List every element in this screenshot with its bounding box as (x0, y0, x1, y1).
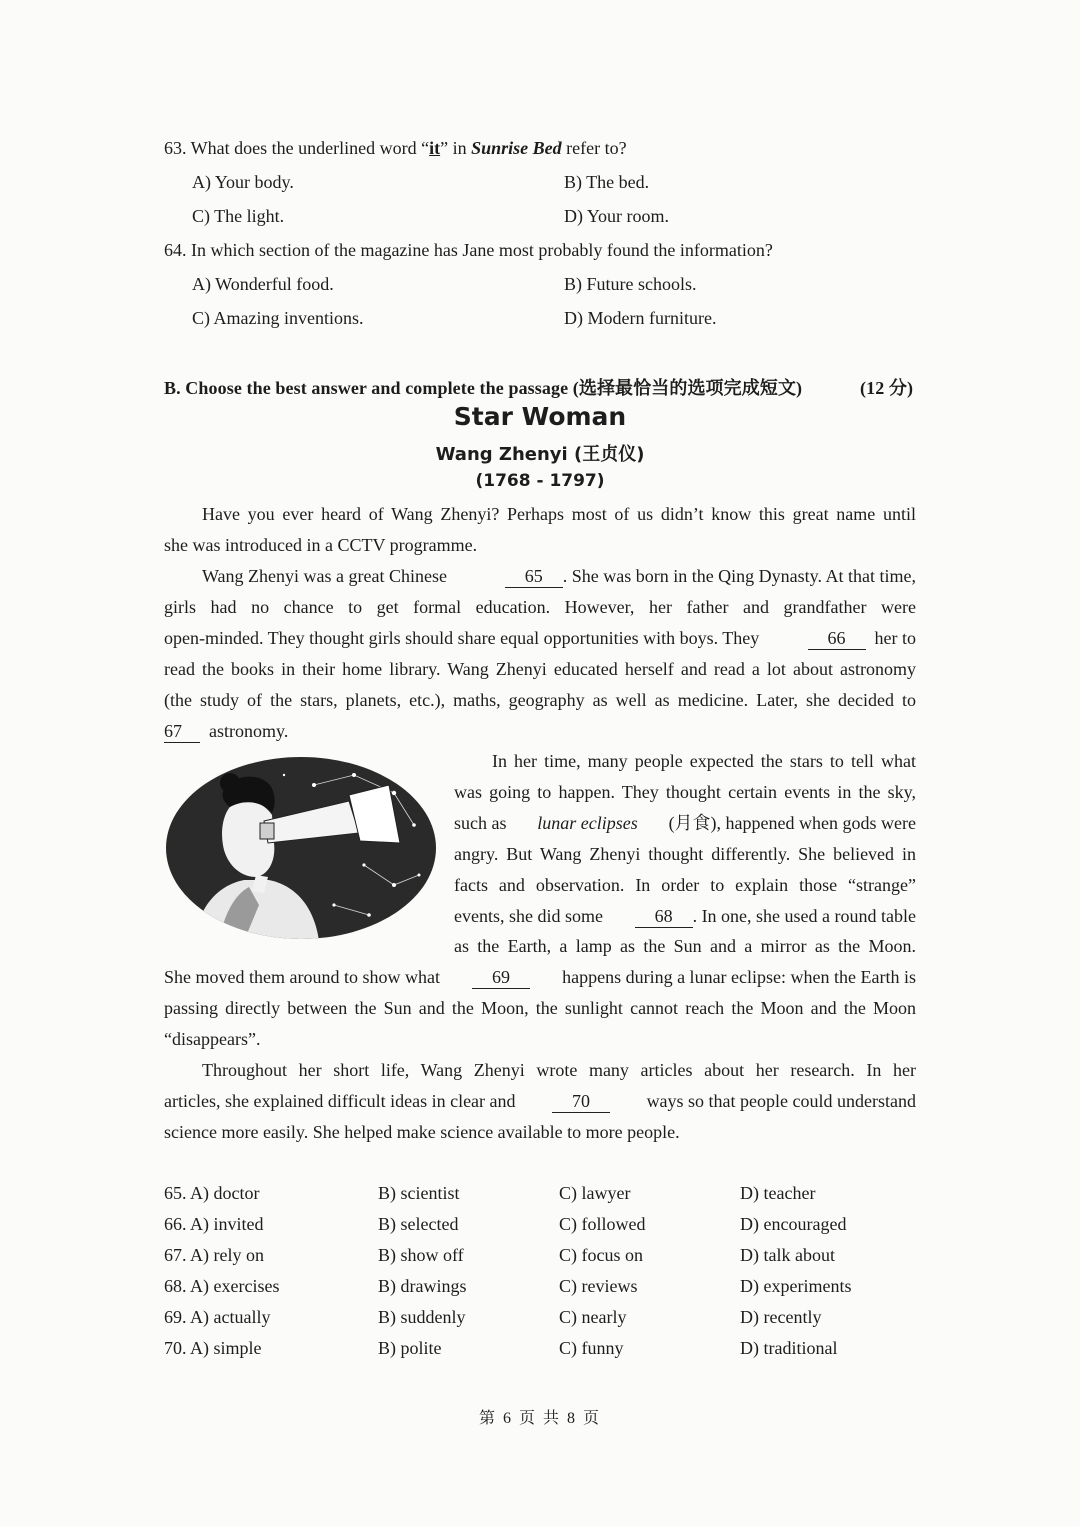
choice-66-c[interactable]: C) followed (559, 1214, 646, 1234)
passage-line (454, 812, 916, 834)
blank-68[interactable]: 68 (635, 905, 693, 928)
choice-65-b[interactable]: B) scientist (378, 1183, 460, 1203)
q63-option-d: D) Your room. (564, 206, 670, 226)
choice-70-b[interactable]: B) polite (378, 1338, 442, 1358)
q64-option-c: C) Amazing inventions. (192, 308, 364, 328)
choice-69-b[interactable]: B) suddenly (378, 1307, 466, 1327)
choice-65-a[interactable]: 65. A) doctor (164, 1183, 260, 1203)
q63-stem-mid: ” in (440, 138, 472, 158)
passage-line: as the Earth, a lamp as the Sun and a mirror as the Moon. (454, 936, 916, 956)
q63-option-b: B) The bed. (564, 172, 650, 192)
choice-65-d[interactable]: D) teacher (740, 1183, 816, 1203)
passage-subtitle: Wang Zhenyi (王贞仪) (435, 444, 645, 465)
passage-years: (1768 - 1797) (475, 471, 605, 491)
choice-69-a[interactable]: 69. A) actually (164, 1307, 271, 1327)
section-b-heading (164, 374, 914, 400)
page-number-footer: 第 6 页 共 8 页 (478, 1410, 601, 1427)
passage-text: happens during a lunar eclipse: when the Earth is (562, 967, 916, 987)
passage-line: Have you ever heard of Wang Zhenyi? Perhaps most of us didn’t know this great name until (202, 504, 916, 524)
passage-text: such as (454, 813, 507, 833)
passage-text (635, 905, 916, 928)
passage-text: her to (874, 628, 916, 648)
choice-67-b[interactable]: B) show off (378, 1245, 464, 1265)
passage-text: events, she did some (454, 906, 603, 926)
choice-68-c[interactable]: C) reviews (559, 1276, 638, 1296)
question-64-stem: 64. In which section of the magazine has Jane most probably found the information? (164, 240, 773, 260)
choice-68-d[interactable]: D) experiments (740, 1276, 852, 1296)
choice-67-c[interactable]: C) focus on (559, 1245, 643, 1265)
choice-68-a[interactable]: 68. A) exercises (164, 1276, 280, 1296)
passage-line: science more easily. She helped make science available to more people. (164, 1122, 680, 1142)
passage-text: open-minded. They thought girls should share equal opportunities with boys. They (164, 628, 760, 648)
blank-65[interactable]: 65 (505, 565, 563, 588)
section-b-heading-text: B. Choose the best answer and complete the passage (选择最恰当的选项完成短文) (164, 378, 803, 398)
passage-text (505, 565, 916, 588)
q64-option-a: A) Wonderful food. (192, 274, 334, 294)
blank-67[interactable]: 67 (164, 720, 200, 743)
choice-67-a[interactable]: 67. A) rely on (164, 1245, 264, 1265)
choice-69-c[interactable]: C) nearly (559, 1307, 627, 1327)
passage-line: In her time, many people expected the stars to tell what (492, 751, 916, 771)
passage-line: “disappears”. (164, 1029, 261, 1049)
astronomer-illustration (164, 755, 438, 941)
passage-line: read the books in their home library. Wang Zhenyi educated herself and read a lot about astronomy (164, 659, 916, 679)
q63-option-a: A) Your body. (192, 172, 294, 192)
q63-stem-pre: 63. What does the underlined word “ (164, 138, 430, 158)
choice-69-d[interactable]: D) recently (740, 1307, 822, 1327)
passage-text: astronomy. (209, 721, 289, 741)
passage-line (164, 966, 916, 989)
passage-text: Wang Zhenyi was a great Chinese (202, 566, 447, 586)
passage-text: . In one, she used a round table (692, 906, 916, 926)
passage-title: Star Woman (453, 402, 627, 431)
q64-option-d: D) Modern furniture. (564, 308, 717, 328)
passage-line: girls had no chance to get formal education. However, her father and grandfather were (164, 597, 916, 617)
choice-66-b[interactable]: B) selected (378, 1214, 459, 1234)
passage-text: ways so that people could understand (646, 1091, 916, 1111)
passage-line (202, 565, 916, 588)
choice-66-d[interactable]: D) encouraged (740, 1214, 847, 1234)
passage-line: she was introduced in a CCTV programme. (164, 535, 478, 555)
passage-text: . She was born in the Qing Dynasty. At that time, (562, 566, 916, 586)
choice-70-d[interactable]: D) traditional (740, 1338, 838, 1358)
passage-text (808, 627, 916, 650)
passage-line (164, 627, 916, 650)
passage-line (454, 905, 916, 928)
passage-line (164, 1090, 916, 1113)
blank-70[interactable]: 70 (552, 1090, 610, 1113)
choice-70-c[interactable]: C) funny (559, 1338, 624, 1358)
choice-65-c[interactable]: C) lawyer (559, 1183, 631, 1203)
passage-line: (the study of the stars, planets, etc.), maths, geography as well as medicine. Later, she decided to (164, 690, 916, 710)
q64-option-b: B) Future schools. (564, 274, 697, 294)
q63-title: Sunrise Bed (471, 138, 562, 158)
question-63-stem (164, 137, 627, 159)
blank-69[interactable]: 69 (472, 966, 530, 989)
q63-underlined-word: it (429, 138, 441, 158)
passage-text: articles, she explained difficult ideas in clear and (164, 1091, 516, 1111)
choice-66-a[interactable]: 66. A) invited (164, 1214, 264, 1234)
choice-67-d[interactable]: D) talk about (740, 1245, 835, 1265)
passage-text: (月食), happened when gods were (668, 813, 916, 833)
q63-stem-post: refer to? (561, 138, 627, 158)
passage-text: She moved them around to show what (164, 967, 440, 987)
passage-line: Throughout her short life, Wang Zhenyi wrote many articles about her research. In her (202, 1060, 916, 1080)
section-b-points: (12 分) (860, 378, 914, 398)
passage-line: angry. But Wang Zhenyi thought differently. She believed in (454, 844, 916, 864)
lunar-eclipses-term: lunar eclipses (537, 813, 638, 833)
passage-line: was going to happen. They thought certain events in the sky, (454, 782, 916, 802)
passage-line: facts and observation. In order to explain those “strange” (454, 875, 916, 895)
q63-option-c: C) The light. (192, 206, 285, 226)
blank-66[interactable]: 66 (808, 627, 866, 650)
passage-line: passing directly between the Sun and the Moon, the sunlight cannot reach the Moon and the Moon (164, 998, 916, 1018)
choice-70-a[interactable]: 70. A) simple (164, 1338, 262, 1358)
choice-68-b[interactable]: B) drawings (378, 1276, 467, 1296)
passage-line (164, 720, 288, 743)
